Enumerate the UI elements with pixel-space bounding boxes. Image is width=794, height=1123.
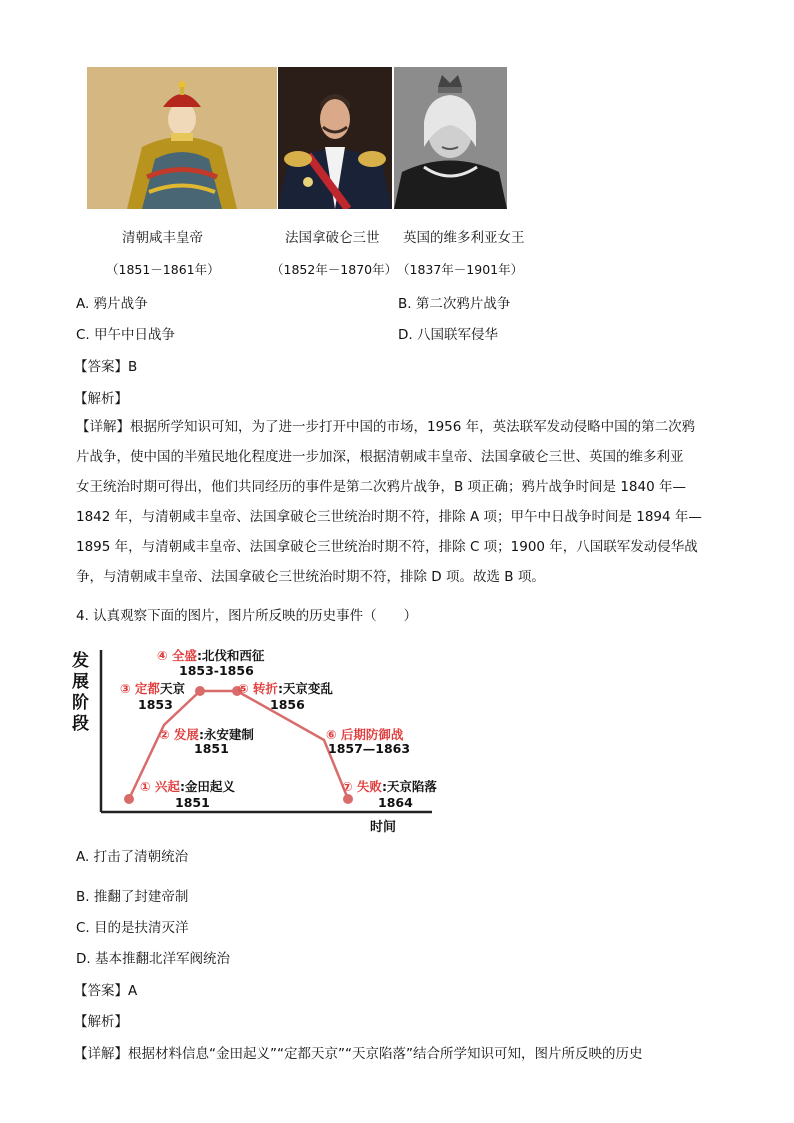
portrait-reign-3: （1837年－1901年）	[397, 262, 524, 277]
q3-answer: 【答案】B	[74, 359, 138, 375]
q4-analysis-label: 【解析】	[74, 1014, 128, 1030]
q3-option-d: D. 八国联军侵华	[398, 327, 498, 343]
x-axis-label: 时间	[370, 820, 397, 835]
point-label: ⑤ 转折:天京变乱	[238, 681, 333, 696]
point-year: 1864	[378, 795, 413, 810]
napoleon-iii-painting	[278, 67, 392, 209]
point-label: ② 发展:永安建制	[159, 727, 254, 742]
point-year: 1851	[175, 795, 210, 810]
point-label: ④ 全盛:北伐和西征	[157, 648, 265, 663]
q4-option-c: C. 目的是扶清灭洋	[76, 920, 189, 936]
portrait-caption-3: 英国的维多利亚女王	[403, 230, 525, 246]
q4-detail-line: 【详解】根据材料信息“金田起义”“定都天京”“天京陷落”结合所学知识可知，图片所反映的历史	[74, 1046, 643, 1062]
xianfeng-painting	[87, 67, 277, 209]
point-label: ③ 定都天京	[120, 681, 185, 696]
q3-option-c: C. 甲午中日战争	[76, 327, 176, 343]
point-year: 1856	[270, 697, 305, 712]
point-label: ⑥ 后期防御战	[326, 727, 404, 742]
portrait-xianfeng	[87, 67, 277, 209]
q4-stem: 4. 认真观察下面的图片，图片所反映的历史事件（ ）	[76, 608, 418, 624]
q3-detail-line-1: 【详解】根据所学知识可知，为了进一步打开中国的市场，1956 年，英法联军发动侵略中国的第二次鸦	[76, 419, 696, 435]
y-axis-label-char: 阶	[72, 693, 89, 713]
q4-option-b: B. 推翻了封建帝制	[76, 889, 189, 905]
q3-detail-line-3: 女王统治时期可得出，他们共同经历的事件是第二次鸦片战争，B 项正确；鸦片战争时间是 1840 年—	[76, 479, 686, 495]
data-point	[343, 794, 353, 804]
q4-option-a: A. 打击了清朝统治	[76, 849, 189, 865]
q4-answer: 【答案】A	[74, 983, 138, 999]
portrait-napoleon-iii	[278, 67, 392, 209]
q3-option-b: B. 第二次鸦片战争	[398, 296, 511, 312]
data-point	[124, 794, 134, 804]
victoria-photo	[394, 67, 507, 209]
q3-analysis-label: 【解析】	[74, 391, 128, 407]
taiping-stage-chart	[70, 640, 460, 840]
q3-option-a: A. 鸦片战争	[76, 296, 148, 312]
portrait-reign-1: （1851－1861年）	[106, 262, 220, 277]
y-axis-label-char: 段	[72, 714, 89, 734]
portrait-reign-2: （1852年－1870年）	[271, 262, 398, 277]
y-axis-label-char: 发	[72, 651, 89, 671]
portrait-caption-2: 法国拿破仑三世	[285, 230, 380, 246]
q3-detail-line-2: 片战争，使中国的半殖民地化程度进一步加深，根据清朝咸丰皇帝、法国拿破仑三世、英国的维多利亚	[76, 449, 684, 465]
portrait-caption-1: 清朝咸丰皇帝	[122, 230, 203, 246]
point-year: 1853-1856	[179, 663, 254, 678]
q4-option-d: D. 基本推翻北洋军阀统治	[76, 951, 230, 967]
point-year: 1857—1863	[328, 741, 411, 756]
q3-detail	[76, 412, 716, 592]
q3-detail-line-4: 1842 年，与清朝咸丰皇帝、法国拿破仑三世统治时期不符，排除 A 项；甲午中日战争时间是 1894 年—	[76, 509, 702, 525]
point-label: ⑦ 失败:天京陷落	[342, 779, 437, 794]
point-label: ① 兴起:金田起义	[140, 779, 235, 794]
point-year: 1851	[194, 741, 229, 756]
y-axis-label-char: 展	[72, 672, 89, 692]
q3-detail-line-6: 争，与清朝咸丰皇帝、法国拿破仑三世统治时期不符，排除 D 项。故选 B 项。	[76, 569, 545, 585]
q3-detail-line-5: 1895 年，与清朝咸丰皇帝、法国拿破仑三世统治时期不符，排除 C 项；1900 年，八国联军发动侵华战	[76, 539, 698, 555]
portrait-victoria	[394, 67, 507, 209]
data-point	[195, 686, 205, 696]
point-year: 1853	[138, 697, 173, 712]
